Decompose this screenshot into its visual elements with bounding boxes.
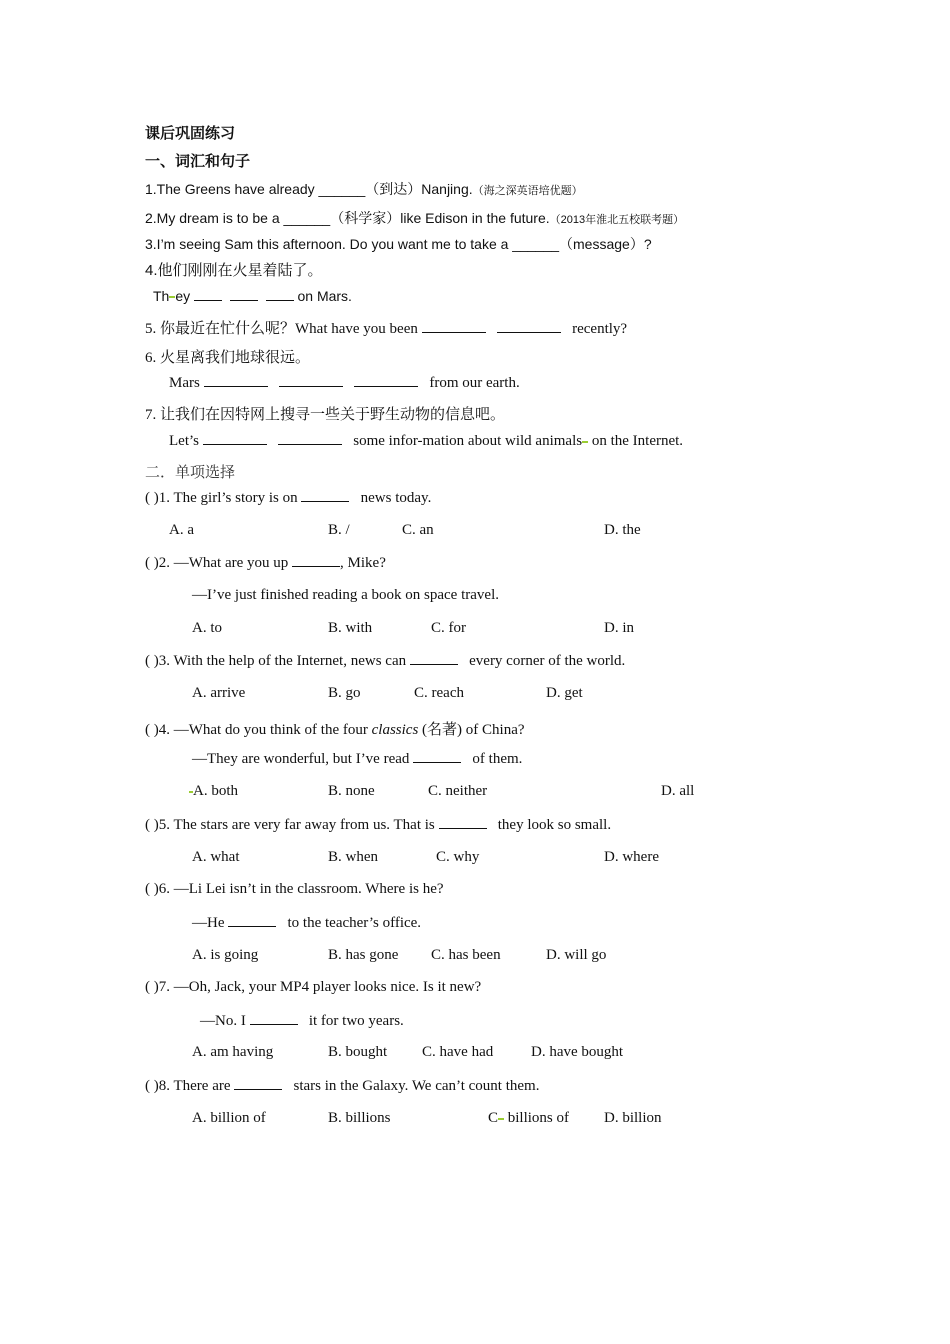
stem: news today. (360, 490, 432, 506)
mc-reply-4 (192, 750, 522, 768)
q3: 3.I’m seeing Sam this afternoon. Do you want me to take a ______（message）? (145, 236, 652, 252)
q7-start: Let’s (169, 433, 199, 449)
option-c[interactable]: C. why (436, 849, 480, 865)
mc-question-8 (145, 1077, 539, 1095)
blank[interactable] (234, 1077, 282, 1090)
blank[interactable] (228, 914, 276, 927)
q7-end: on the Internet. (591, 433, 684, 449)
reply: —He (192, 915, 225, 931)
option-d[interactable]: D. get (546, 685, 583, 701)
stem: they look so small. (497, 817, 612, 833)
reply: —They are wonderful, but I’ve read (192, 751, 410, 767)
stem: ( )5. The stars are very far away from us. That is (145, 817, 435, 833)
mc-reply-6 (192, 914, 421, 932)
option-a[interactable] (189, 783, 238, 800)
option-a[interactable]: A. billion of (192, 1110, 266, 1126)
mc-reply-7 (200, 1012, 404, 1030)
blank[interactable] (279, 374, 343, 387)
q4-word-b: ey (175, 288, 191, 304)
q7-prompt: 7. 让我们在因特网上搜寻一些关于野生动物的信息吧。 (145, 407, 506, 423)
option-d[interactable]: D. will go (546, 947, 607, 963)
option-c[interactable]: C. have had (422, 1044, 494, 1060)
highlight-mark (582, 441, 588, 443)
option-b[interactable]: B. with (328, 620, 373, 636)
stem: ( )4. —What do you think of the four (145, 722, 368, 738)
option-c[interactable]: C. neither (428, 783, 488, 799)
option-a[interactable]: A. a (169, 522, 194, 538)
blank[interactable] (292, 554, 340, 567)
q6-answer-line (169, 374, 520, 392)
reply: to the teacher’s office. (287, 915, 422, 931)
option-b[interactable]: B. when (328, 849, 378, 865)
stem: ( )2. —What are you up (145, 555, 289, 571)
q5-end: recently? (572, 321, 628, 337)
q4-word-a: Th (153, 288, 170, 304)
q2 (145, 208, 684, 228)
option-d[interactable]: D. all (661, 783, 695, 799)
blank[interactable] (250, 1012, 298, 1025)
option-b[interactable]: B. billions (328, 1110, 391, 1126)
q4-prompt: 4.他们刚刚在火星着陆了。 (145, 262, 323, 279)
mc-question-3 (145, 652, 625, 670)
stem: ( )1. The girl’s story is on (145, 490, 298, 506)
q5 (145, 317, 627, 338)
option-a[interactable]: A. is going (192, 947, 259, 963)
highlight-mark (498, 1118, 504, 1120)
q7-answer-line (169, 432, 683, 450)
option-c[interactable] (488, 1110, 569, 1127)
blank[interactable] (203, 432, 267, 445)
q1-text: 1.The Greens have already ______（到达）Nanjing. (145, 181, 473, 197)
blank[interactable] (204, 374, 268, 387)
q6-prompt: 6. 火星离我们地球很远。 (145, 350, 311, 366)
q2-source: （2013年淮北五校联考题） (549, 214, 685, 226)
option-d[interactable]: D. in (604, 620, 634, 636)
stem: ( )8. There are (145, 1078, 231, 1094)
q5-prompt: 5. 你最近在忙什么呢？What have you been (145, 321, 418, 337)
option-b[interactable]: B. bought (328, 1044, 388, 1060)
page-title: 课后巩固练习 (145, 126, 236, 142)
option-d[interactable]: D. the (604, 522, 641, 538)
blank[interactable] (497, 320, 561, 333)
blank[interactable] (278, 432, 342, 445)
mc-reply-2: —I’ve just finished reading a book on space travel. (192, 587, 499, 603)
reply: it for two years. (308, 1013, 404, 1029)
blank[interactable] (413, 750, 461, 763)
mc-question-4 (145, 718, 525, 739)
option-letter: C (488, 1110, 499, 1126)
q1-source: （海之深英语培优题） (472, 185, 583, 197)
stem: , Mike? (340, 555, 386, 571)
option-c[interactable]: C. for (431, 620, 466, 636)
reply: —No. I (200, 1013, 246, 1029)
blank[interactable] (230, 288, 258, 301)
option-text: A. both (193, 783, 238, 799)
option-b[interactable]: B. / (328, 522, 350, 538)
q7-mid: some infor-mation about wild animals (353, 433, 583, 449)
stem: ( )3. With the help of the Internet, news can (145, 653, 407, 669)
option-d[interactable]: D. where (604, 849, 659, 865)
option-c[interactable]: C. reach (414, 685, 464, 701)
blank[interactable] (266, 288, 294, 301)
mc-question-5 (145, 816, 611, 834)
section2-heading: 二．单项选择 (145, 465, 236, 481)
blank[interactable] (354, 374, 418, 387)
option-b[interactable]: B. go (328, 685, 361, 701)
mc-question-7: ( )7. —Oh, Jack, your MP4 player looks nice. Is it new? (145, 979, 482, 995)
option-a[interactable]: A. what (192, 849, 240, 865)
option-d[interactable]: D. have bought (531, 1044, 624, 1060)
option-text: billions of (507, 1110, 570, 1126)
mc-question-2 (145, 554, 386, 572)
mc-question-1 (145, 489, 431, 507)
option-b[interactable]: B. has gone (328, 947, 399, 963)
blank[interactable] (439, 816, 487, 829)
option-c[interactable]: C. an (402, 522, 434, 538)
option-d[interactable]: D. billion (604, 1110, 662, 1126)
q2-text: 2.My dream is to be a ______（科学家）like Edison in the future. (145, 210, 550, 226)
option-a[interactable]: A. arrive (192, 685, 246, 701)
blank[interactable] (301, 489, 349, 502)
blank[interactable] (410, 652, 458, 665)
reply: of them. (472, 751, 523, 767)
option-b[interactable]: B. none (328, 783, 375, 799)
q4-end: on Mars. (297, 288, 352, 304)
mc-question-6: ( )6. —Li Lei isn’t in the classroom. Where is he? (145, 881, 444, 897)
blank[interactable] (194, 288, 222, 301)
stem: every corner of the world. (469, 653, 626, 669)
option-c[interactable]: C. has been (431, 947, 501, 963)
blank[interactable] (422, 320, 486, 333)
stem: (名著) of China? (422, 722, 525, 738)
option-a[interactable]: A. to (192, 620, 222, 636)
q6-end: from our earth. (429, 375, 520, 391)
stem-italic: classics (371, 722, 419, 738)
option-a[interactable]: A. am having (192, 1044, 274, 1060)
section1-heading: 一、词汇和句子 (145, 154, 251, 170)
q4-answer-line (153, 288, 352, 304)
stem: stars in the Galaxy. We can’t count them. (293, 1078, 540, 1094)
q6-start: Mars (169, 375, 200, 391)
q1 (145, 179, 583, 199)
